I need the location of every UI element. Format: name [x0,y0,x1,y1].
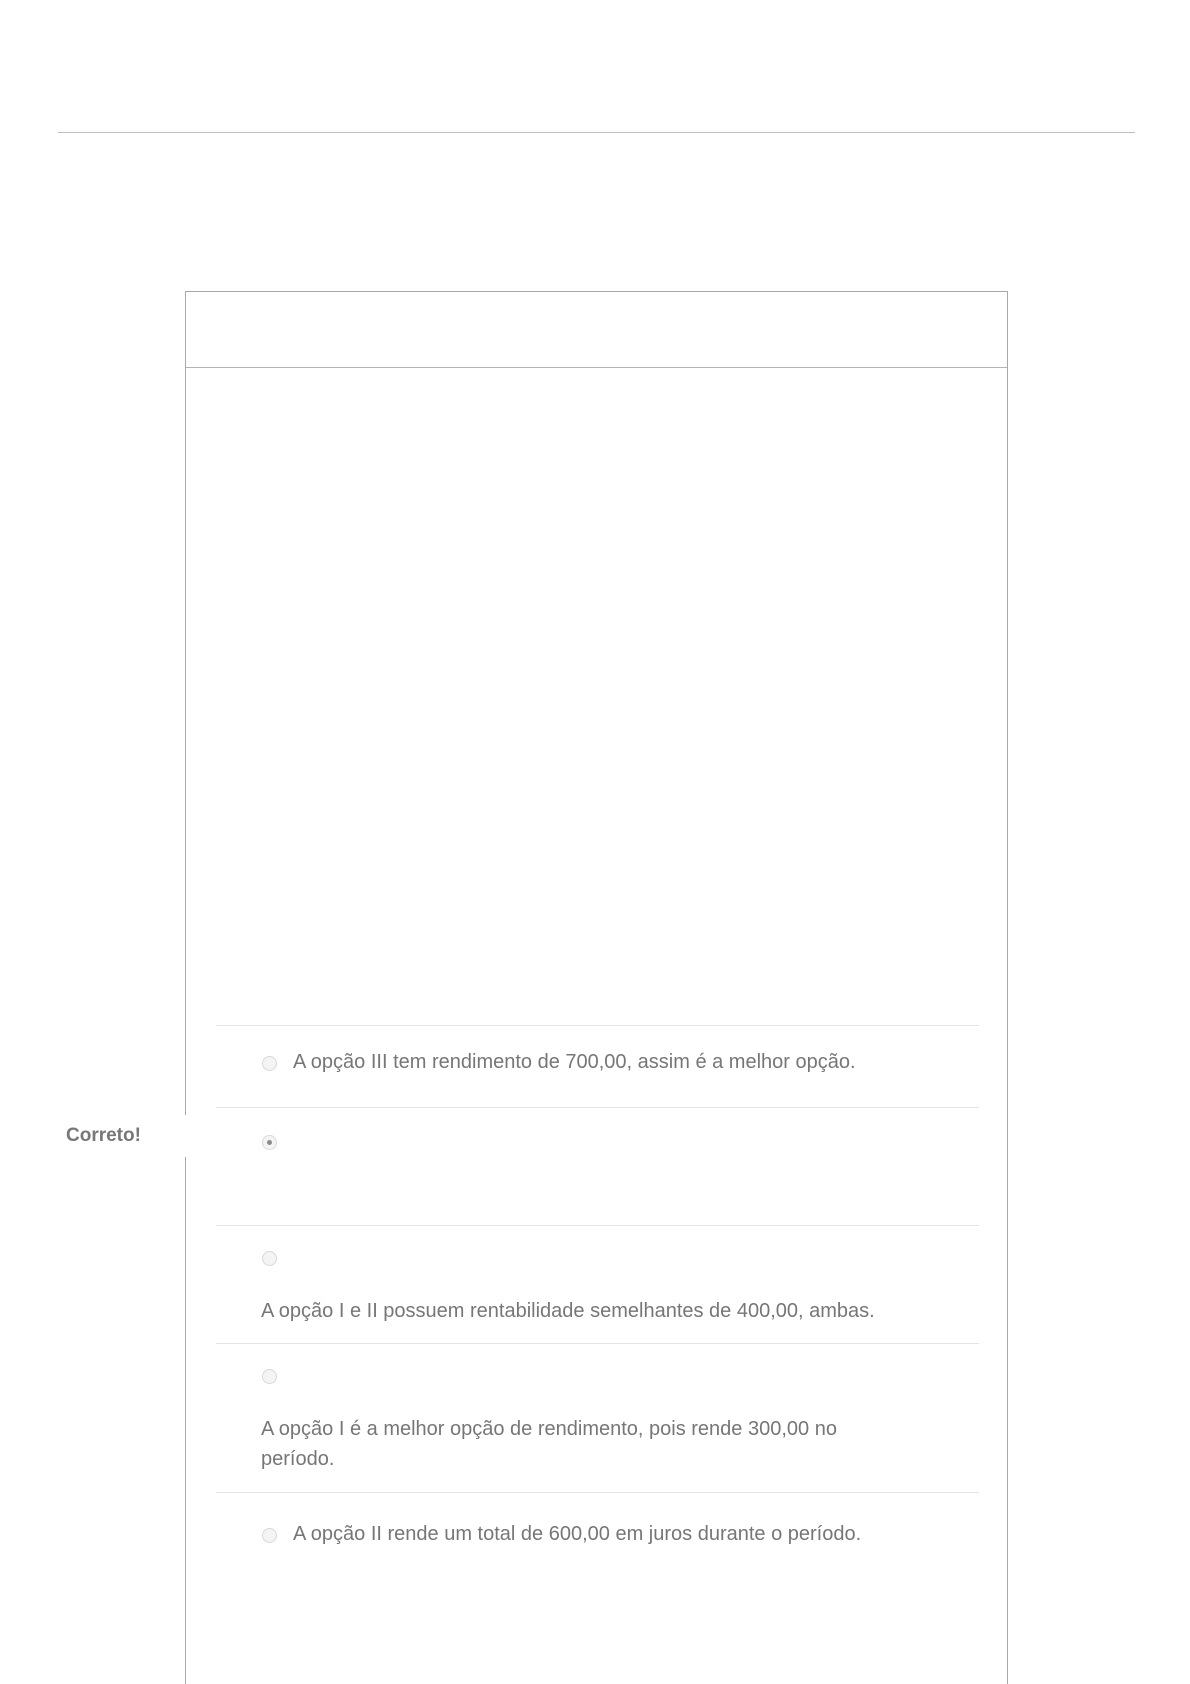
answer-option-2[interactable] [216,1107,979,1225]
answer-text: A opção III tem rendimento de 700,00, assim é a melhor opção. [293,1051,856,1073]
top-divider [58,132,1135,133]
answer-option-1[interactable] [216,1025,979,1107]
answer-option-3[interactable] [216,1225,979,1343]
answer-option-5[interactable] [216,1492,979,1582]
question-header [186,292,1007,368]
radio-button-selected[interactable] [262,1135,277,1150]
correct-indicator-gap [180,1115,192,1157]
answer-text: A opção I e II possuem rentabilidade semelhantes de 400,00, ambas. [261,1300,875,1322]
answer-text: A opção II rende um total de 600,00 em juros durante o período. [293,1523,862,1545]
radio-button[interactable] [262,1056,277,1071]
answer-text: A opção I é a melhor opção de rendimento, pois rende 300,00 no período. [261,1418,837,1470]
radio-button[interactable] [262,1369,277,1384]
radio-button[interactable] [262,1528,277,1543]
correct-feedback-label: Correto! [66,1121,167,1157]
answer-list [216,1025,979,1582]
radio-button[interactable] [262,1251,277,1266]
question-card [185,291,1008,1684]
answer-option-4[interactable] [216,1343,979,1492]
